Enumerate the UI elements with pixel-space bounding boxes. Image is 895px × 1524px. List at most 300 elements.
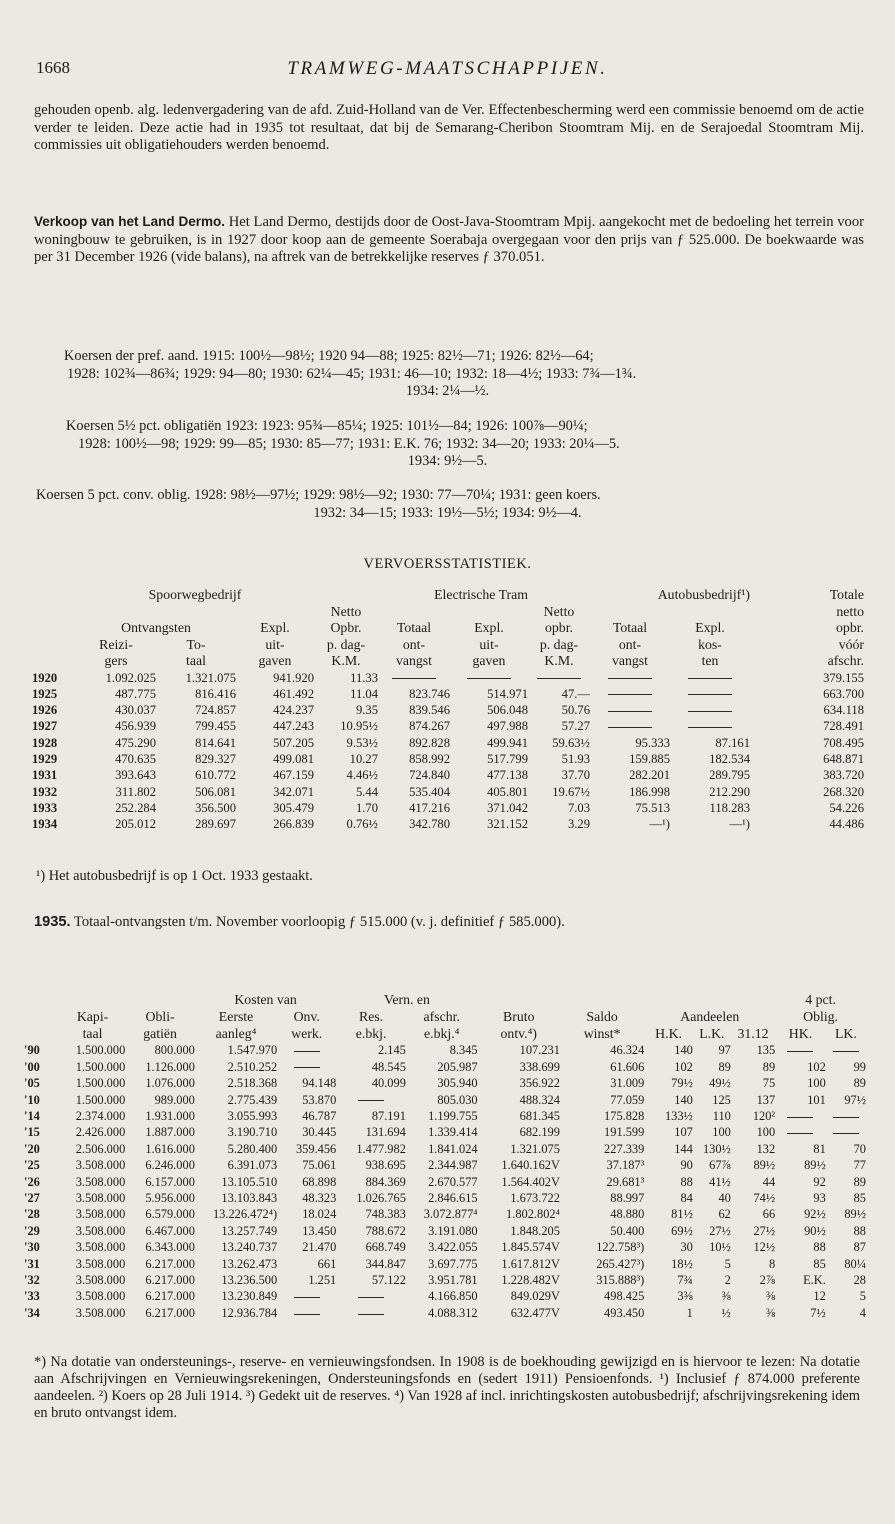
table-cell: 475.290 <box>115 735 156 750</box>
finance-row <box>24 1042 866 1058</box>
table-cell: 13.230.849 <box>221 1289 278 1304</box>
table-cell: 89 <box>853 1174 866 1189</box>
table-cell: 610.772 <box>195 768 236 783</box>
table-cell: 7½ <box>810 1305 826 1320</box>
transport-stats-title: VERVOERSSTATISTIEK. <box>363 556 532 572</box>
table-cell: 88.997 <box>610 1191 645 1206</box>
dash-rule <box>537 678 581 679</box>
table-cell: 90½ <box>804 1223 826 1238</box>
table-cell: 205.987 <box>437 1059 478 1074</box>
finance-row <box>24 1288 866 1304</box>
table-cell: 632.477V <box>510 1305 560 1320</box>
table-cell: 379.155 <box>823 670 864 685</box>
header-aandeelen: Aandeelen <box>680 1008 740 1024</box>
table-cell: 2.145 <box>378 1043 406 1058</box>
dash-rule <box>787 1051 813 1052</box>
header-ont-tram: ont- <box>402 636 426 652</box>
empty-dash-cell <box>775 1108 826 1124</box>
table-cell: ½ <box>721 1305 731 1320</box>
table-cell: 191.599 <box>604 1125 645 1140</box>
pref-quotes-line-3: 1934: 2¼—½. <box>405 383 490 399</box>
financial-history-table <box>24 992 866 1321</box>
transport-row <box>32 702 864 718</box>
row-year: '00 <box>24 1059 40 1074</box>
transport-row <box>32 751 864 767</box>
empty-dash-cell <box>590 702 670 718</box>
paragraph-1935 <box>34 914 864 932</box>
dash-rule <box>467 678 511 679</box>
table-cell: 1.616.000 <box>145 1141 195 1156</box>
header-expl-rail: Expl. <box>260 620 290 635</box>
table-cell: 46.787 <box>302 1109 337 1124</box>
finance-row <box>24 1124 866 1140</box>
header-pdag-tram: p. dag- <box>326 636 366 652</box>
empty-dash-cell <box>826 1042 866 1058</box>
transport-row <box>32 800 864 816</box>
dash-rule <box>294 1067 320 1068</box>
table-cell: 27½ <box>753 1223 776 1238</box>
table-cell: 1.477.982 <box>356 1141 406 1156</box>
table-cell: 37.187³ <box>606 1158 645 1173</box>
header-res: Res. <box>359 1008 384 1024</box>
table-cell: 93 <box>813 1191 826 1206</box>
table-cell: 6.217.000 <box>145 1256 195 1271</box>
transport-row <box>32 816 864 832</box>
row-year: 1928 <box>32 735 58 750</box>
table-cell: 311.802 <box>115 784 156 799</box>
table-cell: 18½ <box>671 1256 693 1271</box>
table-cell: 6.217.000 <box>145 1289 195 1304</box>
table-cell: 40 <box>718 1191 731 1206</box>
empty-dash-cell <box>528 670 590 686</box>
table-cell: 5 <box>724 1256 731 1271</box>
dash-rule <box>688 727 732 728</box>
table-cell: 506.081 <box>195 784 236 799</box>
header-opbr-total: opbr. <box>836 620 864 635</box>
table-cell: 140 <box>674 1043 693 1058</box>
header-pdag-bus: p. dag- <box>539 636 579 652</box>
dash-rule <box>787 1133 813 1134</box>
header-ebkj-res: e.bkj. <box>355 1025 387 1041</box>
table-cell: 1.931.000 <box>145 1109 195 1124</box>
table-cell: 3.072.877⁴ <box>423 1207 478 1222</box>
table-cell: 48.545 <box>371 1059 406 1074</box>
header-werk: werk. <box>291 1025 323 1041</box>
empty-dash-cell <box>336 1288 406 1304</box>
table-cell: 122.758³) <box>596 1240 645 1255</box>
sale-paragraph <box>34 213 864 267</box>
empty-dash-cell <box>826 1124 866 1140</box>
table-cell: 1.617.812V <box>501 1256 560 1271</box>
dash-rule <box>787 1117 813 1118</box>
table-cell: 19.67½ <box>552 784 590 799</box>
table-cell: 456.939 <box>115 719 156 734</box>
dash-rule <box>833 1117 859 1118</box>
table-cell: 6.217.000 <box>145 1305 195 1320</box>
header-taal: taal <box>186 653 206 668</box>
header-taal: taal <box>82 1025 103 1041</box>
table-cell: 668.749 <box>365 1240 406 1255</box>
table-cell: 79½ <box>671 1076 693 1091</box>
table-cell: 130½ <box>702 1141 731 1156</box>
header-km-tram: K.M. <box>331 653 361 668</box>
header-voor-total: vóór <box>838 636 864 652</box>
table-cell: 6.246.000 <box>145 1158 195 1173</box>
table-cell: 344.847 <box>365 1256 406 1271</box>
pref-quotes-line-2: 1928: 102¾—86¾; 1929: 94—80; 1930: 62¼—45; 1931: 46—10; 1932: 18—4½; 1933: 7¾—1¾. <box>67 366 637 382</box>
empty-dash-cell <box>450 670 528 686</box>
table-cell: 359.456 <box>295 1141 337 1156</box>
table-cell: 3.29 <box>567 817 590 832</box>
row-year: '90 <box>24 1043 40 1058</box>
table-cell: 724.840 <box>409 768 450 783</box>
row-year: '34 <box>24 1305 40 1320</box>
table-cell: 321.152 <box>487 817 528 832</box>
transport-row <box>32 718 864 734</box>
row-year: '30 <box>24 1240 40 1255</box>
header-onv: Onv. <box>293 1008 320 1024</box>
table-cell: 535.404 <box>409 784 450 799</box>
table-cell: 75.513 <box>635 800 670 815</box>
year-1935-text: Totaal-ontvangsten t/m. November voorloopig ƒ 515.000 (v. j. definitief ƒ 585.000). <box>73 914 565 930</box>
table-cell: 1.251 <box>308 1273 337 1288</box>
transport-table-body <box>32 670 864 833</box>
table-cell: 118.283 <box>709 800 750 815</box>
table-cell: 507.205 <box>273 735 314 750</box>
header-bruto: Bruto <box>503 1008 535 1024</box>
conv-quotes-line-2: 1932: 34—15; 1933: 19½—5½; 1934: 9½—4. <box>313 505 582 521</box>
row-year: 1931 <box>32 768 58 783</box>
table-cell: 6.467.000 <box>145 1223 195 1238</box>
table-cell: 1.841.024 <box>428 1141 478 1156</box>
header-kosten-van: Kosten van <box>234 992 297 1007</box>
table-cell: 125 <box>712 1092 731 1107</box>
table-cell: 6.217.000 <box>145 1273 195 1288</box>
table-cell: 102 <box>807 1059 826 1074</box>
table-cell: 1.092.025 <box>105 670 156 685</box>
table-cell: 97 <box>718 1043 731 1058</box>
finance-row <box>24 1059 866 1075</box>
bond-quotes-line-2: 1928: 100½—98; 1929: 99—85; 1930: 85—77; 1931: E.K. 76; 1932: 34—20; 1933: 20¼—5. <box>78 436 620 452</box>
table-cell: 87.191 <box>371 1109 406 1124</box>
table-cell: 447.243 <box>273 719 314 734</box>
table-cell: 95.333 <box>635 735 670 750</box>
finance-row <box>24 1141 866 1157</box>
table-cell: 97½ <box>844 1092 866 1107</box>
finance-table-body <box>24 1042 866 1321</box>
table-cell: 12½ <box>753 1240 776 1255</box>
table-cell: 989.000 <box>154 1092 195 1107</box>
table-cell: 682.199 <box>519 1125 560 1140</box>
row-year: '32 <box>24 1273 40 1288</box>
year-1935-label: 1935. <box>34 914 71 930</box>
table-cell: 59.63½ <box>552 735 590 750</box>
table-cell: 2.426.000 <box>75 1125 126 1140</box>
table-cell: 3.508.000 <box>75 1174 126 1189</box>
table-cell: 1.076.000 <box>145 1076 195 1091</box>
dash-rule <box>608 694 652 695</box>
table-cell: 92½ <box>804 1207 826 1222</box>
dash-rule <box>294 1051 320 1052</box>
header-afschr-total: afschr. <box>827 653 864 668</box>
table-cell: 1.848.205 <box>510 1223 560 1238</box>
table-cell: 3.422.055 <box>428 1240 478 1255</box>
table-cell: 661 <box>317 1256 337 1271</box>
table-cell: 634.118 <box>823 703 864 718</box>
table-cell: 61.606 <box>610 1059 645 1074</box>
table-cell: 75 <box>762 1076 776 1091</box>
table-cell: 77 <box>853 1158 866 1173</box>
header-oblig: Oblig. <box>803 1008 839 1024</box>
empty-dash-cell <box>670 702 750 718</box>
transport-row <box>32 784 864 800</box>
table-cell: 37.70 <box>561 768 590 783</box>
header-hk: H.K. <box>655 1025 682 1041</box>
table-cell: 3.508.000 <box>75 1223 126 1238</box>
table-cell: 12.936.784 <box>221 1305 278 1320</box>
table-cell: 6.579.000 <box>145 1207 195 1222</box>
table-cell: 120² <box>752 1109 776 1124</box>
table-cell: 648.871 <box>823 751 864 766</box>
table-cell: 69½ <box>671 1223 693 1238</box>
header-obli: Obli- <box>145 1008 175 1024</box>
header-netto-total: netto <box>836 603 864 619</box>
table-cell: 1.339.414 <box>428 1125 478 1140</box>
group-header-rail: Spoorwegbedrijf <box>148 587 242 602</box>
finance-notes: *) Na dotatie van ondersteunings-, reserve- en vernieuwingsfondsen. In 1908 is de boekhouding gewijzigd en is hiervoor te lezen: Na dotatie aan Afschrijvingen en Vernieuwingsrekeningen, Ondersteuningsfonds en (sedert 1911) Pensioenfonds. ¹) Inclusief ƒ 874.000 preferente aandeelen. ²) Koers op 28 Juli 1914. ³) Gedekt uit de reserves. ⁴) Van 1928 af incl. inrichtingskosten autobusbedrijf; afschrijvingsrekening idem en bruto ontvangst idem. <box>34 1354 860 1421</box>
table-cell: 1.500.000 <box>75 1092 126 1107</box>
table-cell: 13.257.749 <box>221 1223 278 1238</box>
header-kos-bus: kos- <box>698 636 722 652</box>
row-year: '05 <box>24 1076 40 1091</box>
table-cell: 5.956.000 <box>145 1191 195 1206</box>
empty-dash-cell <box>277 1305 336 1321</box>
table-cell: 470.635 <box>115 751 156 766</box>
table-cell: 1.321.075 <box>185 670 236 685</box>
table-cell: 51.93 <box>561 751 590 766</box>
table-cell: 87 <box>853 1240 866 1255</box>
table-cell: 100 <box>712 1125 731 1140</box>
finance-row <box>24 1239 866 1255</box>
table-cell: 498.425 <box>604 1289 645 1304</box>
table-cell: 68.898 <box>302 1174 337 1189</box>
table-cell: 1 <box>686 1305 693 1320</box>
table-cell: 88 <box>680 1174 693 1189</box>
table-cell: 874.267 <box>409 719 450 734</box>
finance-header-row-2 <box>24 1009 866 1026</box>
table-cell: 289.697 <box>195 817 236 832</box>
transport-header-row-1 <box>32 587 864 604</box>
table-cell: 305.479 <box>273 800 314 815</box>
table-cell: 342.780 <box>409 817 450 832</box>
dash-rule <box>392 678 436 679</box>
table-cell: 2.518.368 <box>227 1076 278 1091</box>
finance-row <box>24 1206 866 1222</box>
table-cell: 252.284 <box>115 800 156 815</box>
table-cell: ⅜ <box>765 1289 776 1304</box>
table-cell: 858.992 <box>409 751 450 766</box>
row-year: 1929 <box>32 751 58 766</box>
table-cell: 57.27 <box>561 719 590 734</box>
table-cell: 4 <box>859 1305 866 1320</box>
table-cell: 47.— <box>561 686 590 701</box>
finance-row <box>24 1272 866 1288</box>
table-cell: 506.048 <box>487 703 528 718</box>
header-expl-bus: Expl. <box>695 620 725 635</box>
table-cell: 3.697.775 <box>428 1256 478 1271</box>
table-cell: 1.70 <box>355 800 378 815</box>
header-opbr-bus: opbr. <box>545 620 573 635</box>
table-cell: 40.099 <box>371 1076 406 1091</box>
table-cell: 75.061 <box>302 1158 337 1173</box>
finance-header-row-1 <box>24 992 866 1009</box>
table-cell: 70 <box>853 1141 866 1156</box>
row-year: 1920 <box>32 670 58 685</box>
table-cell: 3.508.000 <box>75 1240 126 1255</box>
running-title: TRAMWEG-MAATSCHAPPIJEN. <box>287 58 608 79</box>
empty-dash-cell <box>826 1108 866 1124</box>
table-cell: 1.845.574V <box>501 1240 560 1255</box>
table-cell: —¹) <box>649 817 670 832</box>
dash-rule <box>688 678 732 679</box>
table-cell: 3⅜ <box>677 1289 693 1304</box>
table-cell: 81½ <box>671 1207 693 1222</box>
table-cell: 477.138 <box>487 768 528 783</box>
header-vern-en: Vern. en <box>383 992 430 1007</box>
table-cell: 13.103.843 <box>221 1191 278 1206</box>
autobus-footnote: ¹) Het autobusbedrijf is op 1 Oct. 1933 gestaakt. <box>36 868 313 884</box>
table-cell: E.K. <box>803 1273 826 1288</box>
group-header-tram: Electrische Tram <box>434 587 528 602</box>
table-cell: 728.491 <box>823 719 864 734</box>
header-opbr-tram: Opbr. <box>330 620 362 635</box>
transport-header-row-4 <box>32 637 864 654</box>
table-cell: 5.280.400 <box>227 1141 278 1156</box>
table-cell: 2.506.000 <box>75 1141 126 1156</box>
header-vangst-bus: vangst <box>611 653 649 668</box>
table-cell: 383.720 <box>823 768 864 783</box>
table-cell: 2.344.987 <box>428 1158 478 1173</box>
table-cell: 405.801 <box>487 784 528 799</box>
empty-dash-cell <box>670 670 750 686</box>
table-cell: 461.492 <box>273 686 314 701</box>
table-cell: 6.391.073 <box>227 1158 278 1173</box>
table-cell: 941.920 <box>273 670 314 685</box>
table-cell: 493.450 <box>604 1305 645 1320</box>
table-cell: 8 <box>768 1256 776 1271</box>
empty-dash-cell <box>590 670 670 686</box>
table-cell: 3.508.000 <box>75 1158 126 1173</box>
page-number: 1668 <box>36 58 70 77</box>
bond-quotes-line-3: 1934: 9½—5. <box>407 453 488 469</box>
dash-rule <box>358 1297 384 1298</box>
table-cell: 892.828 <box>409 735 450 750</box>
table-cell: 7.03 <box>567 800 590 815</box>
table-cell: 268.320 <box>823 784 864 799</box>
table-cell: 10.95½ <box>340 719 378 734</box>
finance-header-row-3 <box>24 1026 866 1043</box>
table-cell: 7¾ <box>677 1273 693 1288</box>
table-cell: 1.802.802⁴ <box>506 1207 560 1222</box>
table-cell: 499.941 <box>487 735 528 750</box>
dash-rule <box>294 1314 320 1315</box>
table-cell: 10.27 <box>349 751 378 766</box>
empty-dash-cell <box>590 686 670 702</box>
table-cell: 12 <box>813 1289 826 1304</box>
table-cell: 62 <box>718 1207 731 1222</box>
table-cell: 88 <box>813 1240 826 1255</box>
header-to: To- <box>186 636 206 652</box>
table-cell: 663.700 <box>823 686 864 701</box>
table-cell: 3.508.000 <box>75 1273 126 1288</box>
table-cell: 13.450 <box>302 1223 337 1238</box>
table-cell: 41½ <box>709 1174 731 1189</box>
transport-header-row-2 <box>32 604 864 621</box>
table-cell: 92 <box>813 1174 826 1189</box>
table-cell: 849.029V <box>510 1289 560 1304</box>
table-cell: 3.951.781 <box>428 1273 478 1288</box>
table-cell: 2⅞ <box>759 1273 776 1288</box>
row-year: '15 <box>24 1125 40 1140</box>
row-year: '28 <box>24 1207 40 1222</box>
bond-quotes-line-1: Koersen 5½ pct. obligatiën 1923: 1923: 95¾—85¼; 1925: 101½—84; 1926: 100⅞—90¼; <box>66 418 588 434</box>
table-cell: 89 <box>853 1076 866 1091</box>
dash-rule <box>833 1051 859 1052</box>
table-cell: 1.126.000 <box>145 1059 195 1074</box>
empty-dash-cell <box>277 1059 336 1075</box>
header-netto-tram: Netto <box>330 603 362 619</box>
row-year: '14 <box>24 1109 40 1124</box>
dash-rule <box>358 1314 384 1315</box>
table-cell: 1.321.075 <box>510 1141 560 1156</box>
table-cell: 799.455 <box>195 719 236 734</box>
row-year: 1925 <box>32 686 58 701</box>
finance-row <box>24 1092 866 1108</box>
table-cell: 88 <box>853 1223 866 1238</box>
table-cell: 1.500.000 <box>75 1076 126 1091</box>
table-cell: 2.510.252 <box>227 1059 278 1074</box>
table-cell: 87.161 <box>715 735 750 750</box>
finance-row <box>24 1305 866 1321</box>
header-ont-bus: ont- <box>618 636 642 652</box>
table-cell: 85 <box>853 1191 866 1206</box>
transport-header-row-5 <box>32 653 864 670</box>
row-year: '27 <box>24 1191 40 1206</box>
table-cell: 265.427³) <box>596 1256 645 1271</box>
table-cell: 159.885 <box>629 751 670 766</box>
table-cell: 13.226.472⁴) <box>212 1207 278 1222</box>
table-cell: 282.201 <box>629 768 670 783</box>
table-cell: 54.226 <box>829 800 864 815</box>
table-cell: 487.775 <box>115 686 156 701</box>
table-cell: 90 <box>680 1158 693 1173</box>
table-cell: 338.699 <box>519 1059 560 1074</box>
header-ebkj-afschr: e.bkj.⁴ <box>424 1025 460 1041</box>
table-cell: 2.374.000 <box>75 1109 126 1124</box>
table-cell: 13.262.473 <box>221 1256 278 1271</box>
table-cell: 1.887.000 <box>145 1125 195 1140</box>
transport-row <box>32 686 864 702</box>
header-netto-bus: Netto <box>543 603 575 619</box>
table-cell: 2 <box>724 1273 731 1288</box>
table-cell: 107.231 <box>519 1043 560 1058</box>
table-cell: 884.369 <box>365 1174 406 1189</box>
table-cell: 1.564.402V <box>501 1174 560 1189</box>
table-cell: —¹) <box>729 817 750 832</box>
empty-dash-cell <box>277 1042 336 1058</box>
table-cell: 681.345 <box>519 1109 560 1124</box>
header-ontvangsten: Ontvangsten <box>121 620 191 635</box>
